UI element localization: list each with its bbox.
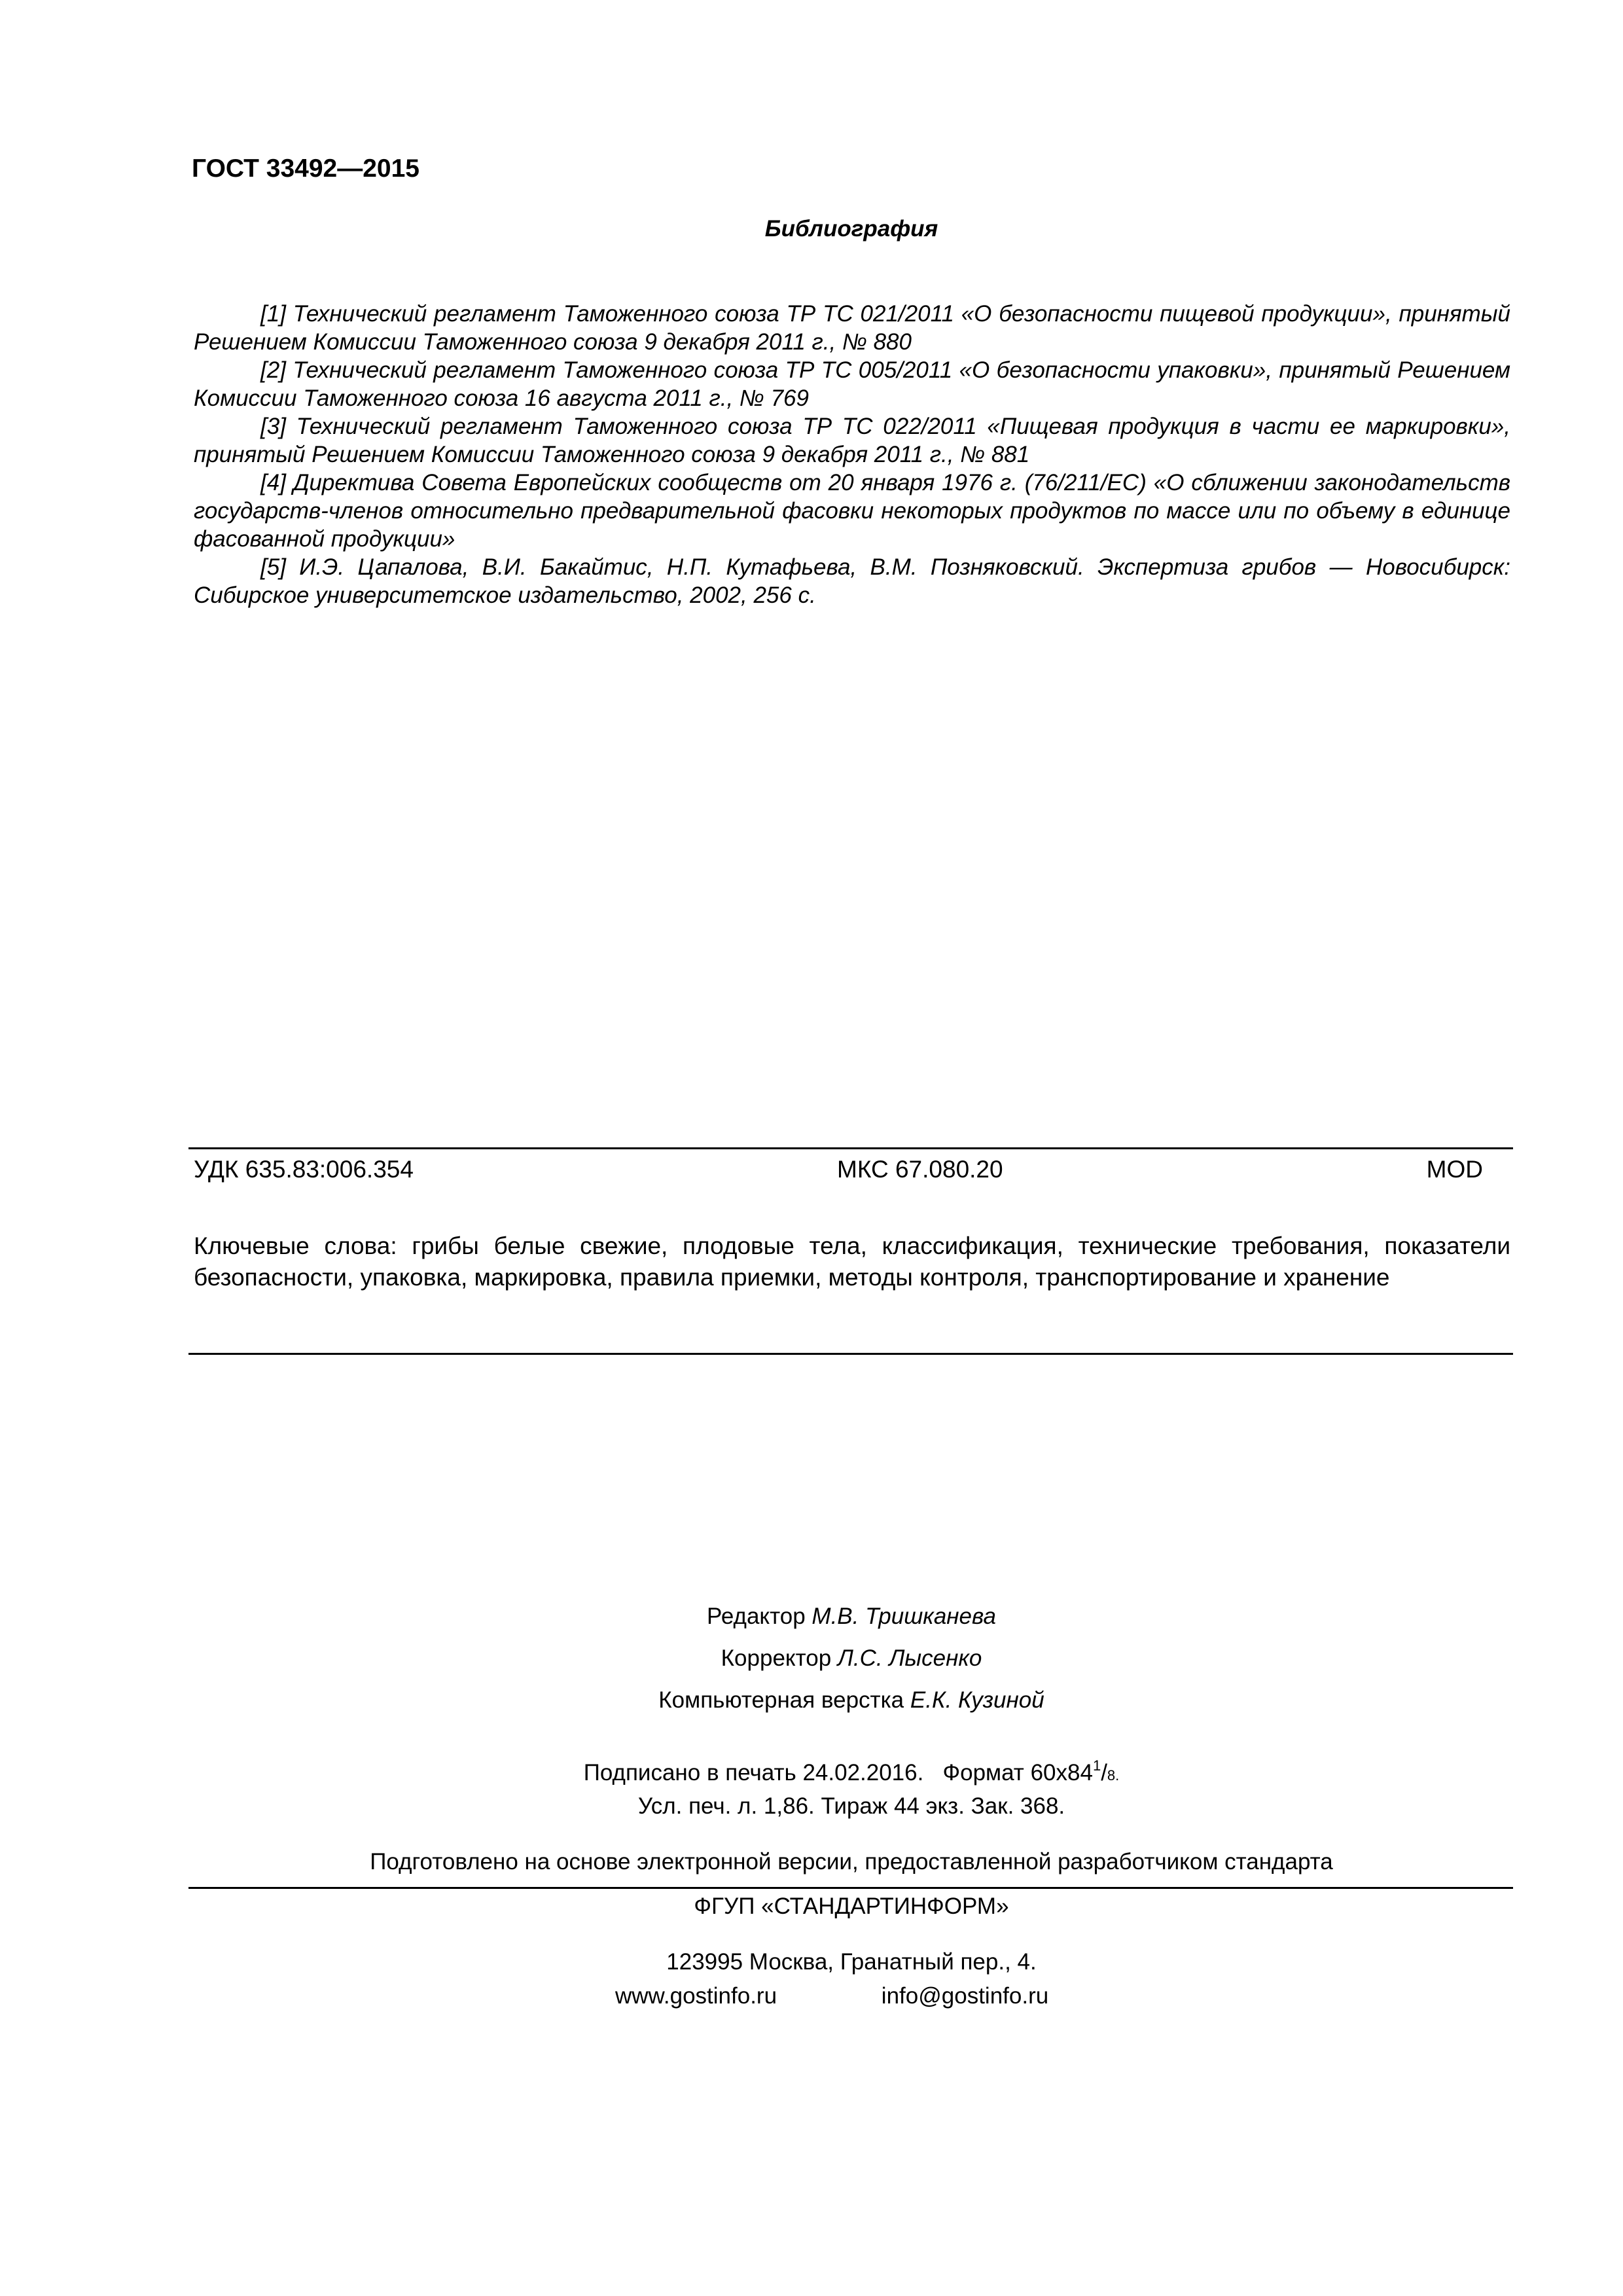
signed-line [0,1757,1623,1786]
publisher-website-link[interactable]: www.gostinfo.ru [615,1983,777,2009]
editor-label: Редактор [707,1604,806,1629]
bibliography-title: Библиография [764,216,938,242]
prepared-note: Подготовлено на основе электронной версии, предоставленной разработчиком стандарта [370,1849,1333,1874]
bibliography-entry: [4] Директива Совета Европейских сообществ от 20 января 1976 г. (76/211/ЕС) «О сближении законодательств государств-членов относительно предварительной фасовки некоторых продуктов по массе или по объему в единице фасованной продукции» [194,470,1510,552]
publisher-address: 123995 Москва, Гранатный пер., 4. [666,1949,1037,1975]
udk-code: УДК 635.83:006.354 [194,1156,414,1183]
bibliography-entry: [2] Технический регламент Таможенного союза ТР ТС 005/2011 «О безопасности упаковки», принятый Решением Комиссии Таможенного союза 16 августа 2011 г., № 769 [194,357,1510,411]
publisher-name: ФГУП «СТАНДАРТИНФОРМ» [694,1893,1009,1919]
corrector-label: Корректор [721,1645,832,1671]
print-details-line: Усл. печ. л. 1,86. Тираж 44 экз. Зак. 368. [637,1793,1065,1819]
publisher-contacts [615,1983,1048,2009]
bibliography-list [194,300,1510,609]
classification-row [194,1156,1483,1183]
keywords-bottom-rule [188,1353,1513,1355]
bibliography-entry: [5] И.Э. Цапалова, В.И. Бакайтис, Н.П. Кутафьева, В.М. Позняковский. Экспертиза грибов — Новосибирск: Сибирское университетское издательство, 2002, 256 с. [194,554,1510,608]
keywords-text: Ключевые слова: грибы белые свежие, плодовые тела, классификация, технические требования, показатели безопасности, упаковка, маркировка, правила приемки, методы контроля, транспортирование и хранение [194,1232,1510,1291]
layout-line [0,1687,1623,1713]
bibliography-entry: [1] Технический регламент Таможенного союза ТР ТС 021/2011 «О безопасности пищевой продукции», принятый Решением Комиссии Таможенного союза 9 декабря 2011 г., № 880 [194,301,1510,355]
signed-text: Подписано в печать 24.02.2016. Формат 60х84 [583,1760,1093,1785]
bibliography-entry: [3] Технический регламент Таможенного союза ТР ТС 022/2011 «Пищевая продукция в части ее маркировки», принятый Решением Комиссии Таможенного союза 9 декабря 2011 г., № 881 [194,414,1510,467]
format-slash: / [1101,1760,1107,1785]
publisher-email-link[interactable]: info@gostinfo.ru [881,1983,1049,2009]
publisher-top-rule [188,1887,1513,1889]
document-code: ГОСТ 33492—2015 [192,154,419,183]
layout-label: Компьютерная верстка [658,1687,904,1713]
format-denominator: 8 [1107,1767,1116,1784]
mks-code: МКС 67.080.20 [837,1156,1003,1183]
editor-name: М.В. Тришканева [812,1604,996,1629]
editor-line [0,1604,1623,1630]
corrector-line [0,1645,1623,1672]
format-trailing: . [1115,1767,1120,1784]
classification-top-rule [188,1147,1513,1149]
format-numerator: 1 [1092,1757,1101,1774]
corrector-name: Л.С. Лысенко [837,1645,982,1671]
mod-label: MOD [1426,1156,1483,1183]
layout-name: Е.К. Кузиной [910,1687,1044,1713]
